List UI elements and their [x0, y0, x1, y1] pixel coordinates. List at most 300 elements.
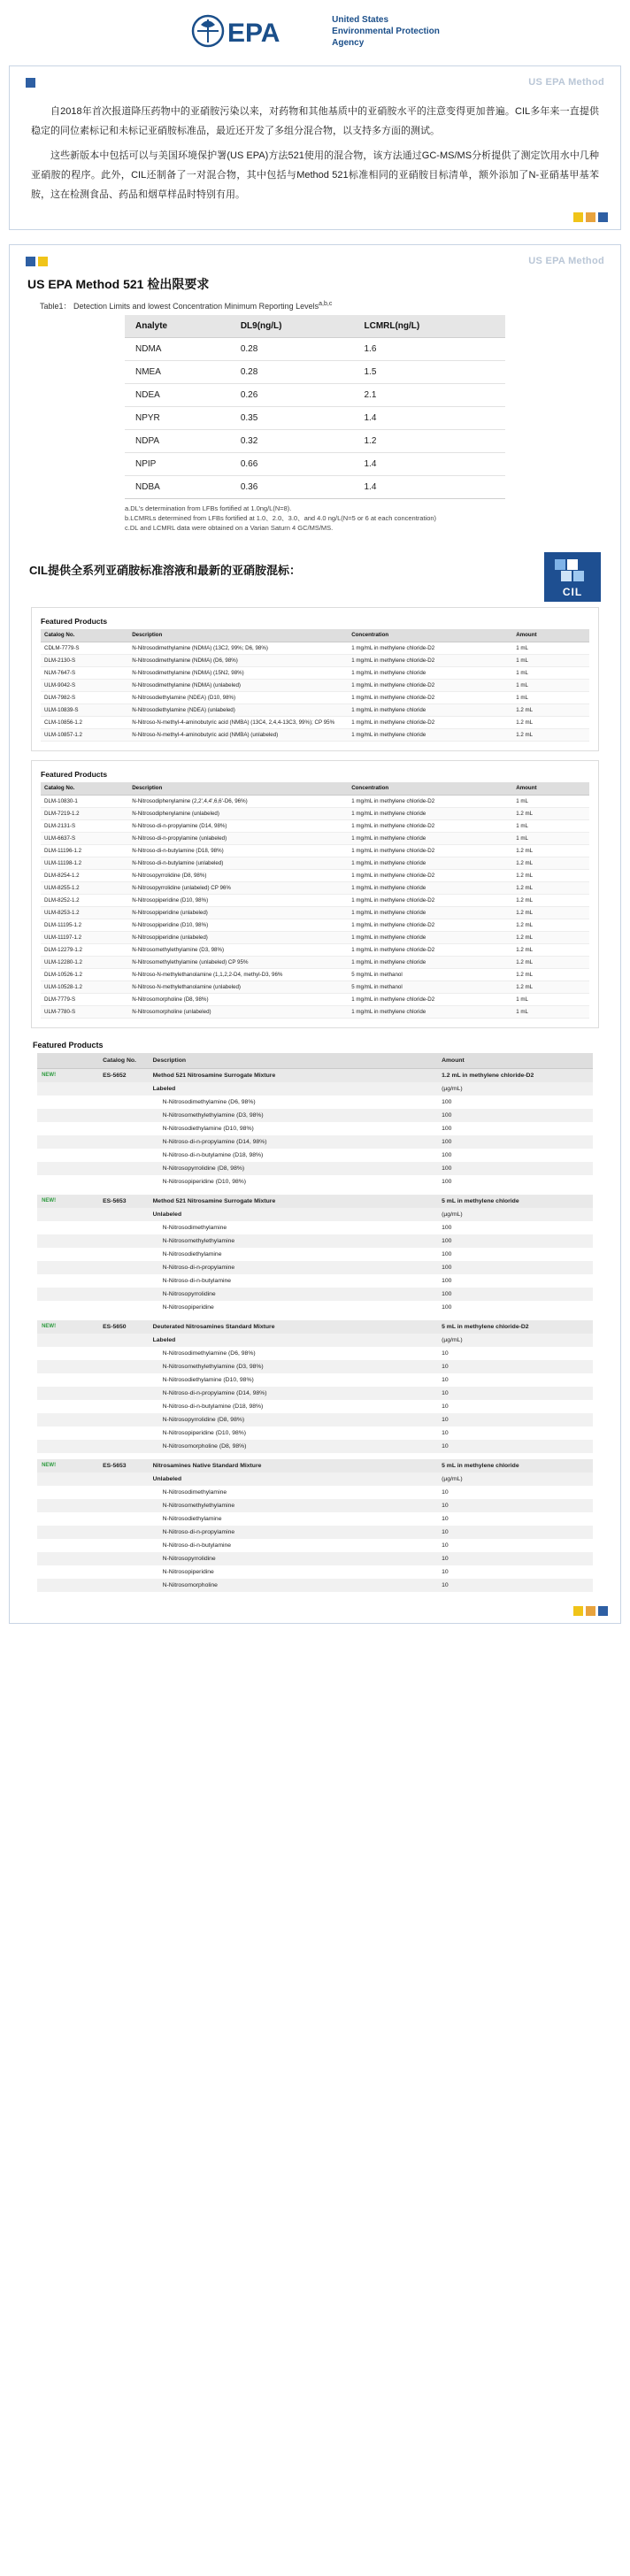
spacer [98, 1109, 149, 1122]
cell-concentration: 10 [442, 1542, 449, 1549]
cell-compound: N-Nitrosodimethylamine [162, 1489, 227, 1496]
cell-description: N-Nitrosodimethylamine (NDMA) (13C2, 99%; D6, 98%) [128, 642, 348, 655]
spacer [37, 1274, 98, 1288]
square-blue-icon [598, 212, 608, 222]
table-row [37, 1109, 593, 1122]
cell-concentration: 100 [442, 1225, 452, 1231]
decor-squares-left [26, 257, 48, 266]
mixture-header-row [37, 1320, 593, 1334]
square-blue-icon [26, 78, 35, 88]
cell-concentration: 1 mg/mL in methylene chloride-D2 [348, 994, 512, 1006]
table-row [125, 430, 505, 453]
table-header-row [41, 782, 589, 796]
spacer [37, 1288, 98, 1301]
cell-catalog: ULM-7780-S [41, 1006, 128, 1019]
cell-concentration: 1 mg/mL in methylene chloride [348, 857, 512, 870]
cell-compound: N-Nitroso-di-n-butylamine [162, 1278, 232, 1284]
cell-concentration: 1 mg/mL in methylene chloride-D2 [348, 642, 512, 655]
cell-compound: N-Nitrosopyrrolidine (D8, 98%) [149, 1413, 437, 1426]
cell-amount: 1.2 mL [512, 808, 589, 820]
spacer-row [37, 1592, 593, 1598]
cell-concentration: 1 mg/mL in methylene chloride [348, 833, 512, 845]
new-badge: NEW! [37, 1459, 98, 1473]
cell-concentration: 10 [437, 1387, 593, 1400]
table-row [41, 857, 589, 870]
slide-brand-label: US EPA Method [528, 256, 604, 266]
cell-compound: N-Nitroso-di-n-propylamine [149, 1526, 437, 1539]
table-row [41, 907, 589, 919]
epa-agency-name [332, 14, 440, 49]
intro-paragraph-2: 这些新版本中包括可以与美国环境保护署(US EPA)方法521使用的混合物，该方法通过GC-MS/MS分析提供了测定饮用水中几种亚硝胺的程序。此外，CIL还制备了一对混合物，其中包括与Method 521标准相同的亚硝胺目标清单，额外添加了N-亚硝基甲基苯胺，这在检测食品、药品和烟草样品时特别有用。 [31, 150, 599, 200]
spacer [98, 1347, 149, 1360]
cell-compound: N-Nitroso-di-n-butylamine (D18, 98%) [162, 1152, 264, 1158]
spacer-row [37, 1314, 593, 1320]
cell-catalog: DLM-2130-S [41, 655, 128, 667]
cell-compound: N-Nitrosopiperidine [162, 1569, 214, 1575]
cell-compound: N-Nitroso-di-n-propylamine (D14, 98%) [149, 1387, 437, 1400]
mixture-header-row [37, 1195, 593, 1208]
spacer [37, 1373, 98, 1387]
cell-amount: 1.2 mL [512, 895, 589, 907]
spacer [98, 1149, 149, 1162]
cell-compound: N-Nitrosomethylethylamine [149, 1234, 437, 1248]
cell-catalog: DLM-2131-S [41, 820, 128, 833]
table-row [125, 384, 505, 407]
cell-description: N-Nitrosomethylethylamine (unlabeled) CP 95% [128, 957, 348, 969]
cell-amount: 1.2 mL [512, 907, 589, 919]
spacer [98, 1552, 149, 1565]
cell-amount: 1.2 mL [512, 729, 589, 742]
table-row [41, 692, 589, 704]
spacer [37, 1539, 98, 1552]
cell-description: N-Nitrosodiphenylamine (unlabeled) [128, 808, 348, 820]
cell-description: N-Nitrosodiphenylamine (2,2',4,4',6,6'-D6, 96%) [128, 796, 348, 808]
table-row [37, 1221, 593, 1234]
group-label: Unlabeled [149, 1208, 437, 1221]
epa-header [0, 0, 630, 58]
cell-catalog: DLM-11195-1.2 [41, 919, 128, 932]
cell-compound: N-Nitrosopiperidine [162, 1304, 214, 1311]
cell-amount: 5 mL in methylene chloride [437, 1459, 593, 1473]
cil-logo [544, 552, 601, 602]
featured-products-block-2 [31, 760, 599, 1028]
spacer [37, 1413, 98, 1426]
cell-catalog: DLM-12279-1.2 [41, 944, 128, 957]
cell-compound: N-Nitrosodiethylamine (D10, 98%) [162, 1377, 254, 1383]
col-description: Description [149, 1053, 437, 1069]
cell-description: N-Nitrosopiperidine (D10, 98%) [128, 895, 348, 907]
cell-dl: 0.28 [230, 361, 354, 384]
cell-amount: 1 mL [512, 642, 589, 655]
cell-concentration: 1 mg/mL in methylene chloride [348, 1006, 512, 1019]
spacer [37, 1082, 98, 1096]
footnote-a: a.DL's determination from LFBs fortified at 1.0ng/L(N=8). [125, 504, 292, 512]
spacer [98, 1440, 149, 1453]
spacer [98, 1288, 149, 1301]
spacer [37, 1565, 98, 1579]
spacer [98, 1261, 149, 1274]
cell-catalog: ULM-11198-1.2 [41, 857, 128, 870]
table-row [37, 1096, 593, 1109]
table-row [37, 1360, 593, 1373]
cell-compound: N-Nitroso-di-n-butylamine [162, 1542, 232, 1549]
table-row [41, 981, 589, 994]
table-row [125, 338, 505, 361]
table-row [37, 1274, 593, 1288]
cell-catalog: ULM-10839-S [41, 704, 128, 717]
spacer [37, 1360, 98, 1373]
group-label: Labeled [149, 1334, 437, 1347]
cell-description: N-Nitrosopiperidine (D10, 98%) [128, 919, 348, 932]
spacer [37, 1526, 98, 1539]
cell-concentration: 10 [442, 1516, 449, 1522]
cell-concentration: 100 [437, 1109, 593, 1122]
decor-squares-footer [573, 1606, 608, 1616]
intro-slide [9, 65, 621, 230]
cell-amount: 1.2 mL [512, 981, 589, 994]
table-row [41, 994, 589, 1006]
spacer [98, 1096, 149, 1109]
spacer [98, 1360, 149, 1373]
slide-brand-label: US EPA Method [528, 77, 604, 88]
spacer [37, 1234, 98, 1248]
cell-concentration: 1 mg/mL in methylene chloride-D2 [348, 919, 512, 932]
cell-amount: 1.2 mL [512, 870, 589, 882]
cell-concentration: 100 [437, 1288, 593, 1301]
cell-concentration: 10 [437, 1360, 593, 1373]
featured-title-2: Featured Products [41, 770, 108, 779]
cell-concentration: 1 mg/mL in methylene chloride [348, 808, 512, 820]
cell-lcmrl: 1.6 [353, 338, 505, 361]
spacer-row [37, 1453, 593, 1459]
spacer [37, 1301, 98, 1314]
cell-catalog: ULM-8255-1.2 [41, 882, 128, 895]
table-row [41, 729, 589, 742]
cil-heading-row [29, 552, 601, 602]
cell-concentration: 1 mg/mL in methylene chloride-D2 [348, 895, 512, 907]
table-row [41, 919, 589, 932]
cell-description: N-Nitrosodimethylamine (NDMA) (unlabeled) [128, 680, 348, 692]
cell-mixture-name: Method 521 Nitrosamine Surrogate Mixture [149, 1069, 437, 1083]
table-row [41, 895, 589, 907]
spacer [37, 1175, 98, 1188]
cell-description: N-Nitroso-di-n-propylamine (D14, 98%) [128, 820, 348, 833]
cell-compound: N-Nitroso-di-n-propylamine (D14, 98%) [149, 1135, 437, 1149]
cell-compound: N-Nitrosodimethylamine (D6, 98%) [162, 1350, 256, 1357]
cell-concentration: 1 mg/mL in methylene chloride [348, 667, 512, 680]
cell-compound: N-Nitrosopyrrolidine [149, 1288, 437, 1301]
cell-concentration: 10 [437, 1499, 593, 1512]
agency-line-2: Environmental Protection [332, 26, 440, 36]
cell-description: N-Nitroso-N-methyl-4-aminobutyric acid (NMBA) (unlabeled) [128, 729, 348, 742]
cell-catalog: DLM-7219-1.2 [41, 808, 128, 820]
cell-concentration: 100 [442, 1179, 452, 1185]
col-description: Description [128, 782, 348, 796]
table-header-row [41, 629, 589, 642]
cell-concentration: 10 [442, 1569, 449, 1575]
mixture-group-row [37, 1208, 593, 1221]
table-caption [40, 300, 604, 311]
table-row [41, 833, 589, 845]
spacer [37, 1314, 593, 1320]
cell-concentration: 100 [437, 1234, 593, 1248]
cell-amount: 1 mL [512, 820, 589, 833]
group-unit: (µg/mL) [437, 1082, 593, 1096]
cell-compound: N-Nitrosodimethylamine [162, 1225, 227, 1231]
table-row [41, 882, 589, 895]
cell-concentration: 1 mg/mL in methylene chloride [348, 932, 512, 944]
col-analyte: Analyte [125, 315, 230, 338]
table-row [37, 1400, 593, 1413]
spacer [98, 1526, 149, 1539]
cell-compound: N-Nitrosomorpholine [149, 1579, 437, 1592]
spacer [37, 1096, 98, 1109]
featured-mixtures-table [37, 1053, 593, 1598]
decor-squares-left [26, 78, 35, 88]
mixture-group-row [37, 1473, 593, 1486]
spacer [37, 1453, 593, 1459]
cell-dl: 0.32 [230, 430, 354, 453]
table-row [41, 680, 589, 692]
spacer [37, 1109, 98, 1122]
cell-description: N-Nitrosomorpholine (D8, 98%) [128, 994, 348, 1006]
col-catalog: Catalog No. [41, 629, 128, 642]
spacer [98, 1373, 149, 1387]
spacer [37, 1440, 98, 1453]
cil-heading: CIL提供全系列亚硝胺标准溶液和最新的亚硝胺混标： [29, 564, 301, 577]
cell-concentration: 100 [442, 1304, 452, 1311]
cell-catalog: CLM-10856-1.2 [41, 717, 128, 729]
spacer [37, 1579, 98, 1592]
spacer [37, 1261, 98, 1274]
cell-description: N-Nitrosodiethylamine (NDEA) (D10, 98%) [128, 692, 348, 704]
table-row [125, 361, 505, 384]
cell-amount: 1 mL [512, 833, 589, 845]
cell-analyte: NMEA [125, 361, 230, 384]
table-row [37, 1440, 593, 1453]
square-blue-icon [26, 257, 35, 266]
table-row [37, 1539, 593, 1552]
spacer [98, 1565, 149, 1579]
col-new [37, 1053, 98, 1069]
table-row [41, 957, 589, 969]
cell-catalog: DLM-7779-S [41, 994, 128, 1006]
group-unit: (µg/mL) [437, 1208, 593, 1221]
footnote-c: c.DL and LCMRL data were obtained on a Varian Saturn 4 GC/MS/MS. [125, 524, 334, 532]
featured-table-1 [41, 629, 589, 742]
cell-catalog: ES-5653 [98, 1195, 149, 1208]
intro-paragraph-1: 自2018年首次报道降压药物中的亚硝胺污染以来，对药物和其他基质中的亚硝胺水平的注意变得更加普遍。CIL多年来一直提供稳定的同位素标记和未标记亚硝胺标准品，最近还开发了多组分混合物，以支持多方面的测试。 [31, 106, 599, 136]
cell-amount: 1 mL [512, 692, 589, 704]
mixture-group-row [37, 1334, 593, 1347]
spacer [98, 1162, 149, 1175]
col-catalog: Catalog No. [98, 1053, 149, 1069]
spacer [37, 1473, 98, 1486]
table-row [41, 796, 589, 808]
cell-amount: 5 mL in methylene chloride [437, 1195, 593, 1208]
square-orange-icon [586, 1606, 595, 1616]
spacer [98, 1082, 149, 1096]
square-yellow-icon [38, 257, 48, 266]
spacer [98, 1512, 149, 1526]
col-concentration: Concentration [348, 629, 512, 642]
cell-concentration: 5 mg/mL in methanol [348, 969, 512, 981]
table-row [37, 1565, 593, 1579]
cell-concentration: 1 mg/mL in methylene chloride [348, 882, 512, 895]
cell-concentration: 1 mg/mL in methylene chloride-D2 [348, 820, 512, 833]
table-caption-footnote-marks: a,b,c [319, 301, 333, 307]
cell-lcmrl: 1.4 [353, 407, 505, 430]
cell-compound: N-Nitrosodiethylamine [162, 1516, 222, 1522]
cell-concentration: 1 mg/mL in methylene chloride-D2 [348, 717, 512, 729]
page-title: US EPA Method 521 检出限要求 [27, 277, 210, 291]
new-badge: NEW! [37, 1320, 98, 1334]
cell-amount: 1 mL [512, 994, 589, 1006]
cell-concentration: 10 [437, 1413, 593, 1426]
table-row [37, 1135, 593, 1149]
cell-compound: N-Nitrosopiperidine (D10, 98%) [162, 1430, 247, 1436]
spacer [98, 1175, 149, 1188]
cell-catalog: DLM-7982-S [41, 692, 128, 704]
table-row [41, 667, 589, 680]
spacer [37, 1248, 98, 1261]
cell-compound: N-Nitrosomorpholine (D8, 98%) [149, 1440, 437, 1453]
featured-title-3: Featured Products [33, 1041, 104, 1050]
spacer [37, 1135, 98, 1149]
cell-concentration: 1 mg/mL in methylene chloride-D2 [348, 796, 512, 808]
cell-mixture-name: Deuterated Nitrosamines Standard Mixture [149, 1320, 437, 1334]
table-row [37, 1175, 593, 1188]
spacer [98, 1499, 149, 1512]
cell-concentration: 10 [442, 1430, 449, 1436]
cell-concentration: 1 mg/mL in methylene chloride-D2 [348, 944, 512, 957]
col-catalog: Catalog No. [41, 782, 128, 796]
table-row [37, 1426, 593, 1440]
cell-analyte: NPIP [125, 453, 230, 476]
cell-dl: 0.36 [230, 476, 354, 499]
spacer [98, 1413, 149, 1426]
col-dl: DL9(ng/L) [230, 315, 354, 338]
cell-catalog: ES-5650 [98, 1320, 149, 1334]
cell-amount: 1.2 mL [512, 932, 589, 944]
cell-catalog: CDLM-7779-S [41, 642, 128, 655]
mixture-group-row [37, 1082, 593, 1096]
cell-amount: 1.2 mL [512, 717, 589, 729]
cell-compound: N-Nitrosodiethylamine (D10, 98%) [162, 1126, 254, 1132]
col-amount: Amount [512, 629, 589, 642]
cell-analyte: NDBA [125, 476, 230, 499]
cell-amount: 1 mL [512, 680, 589, 692]
table-row [125, 453, 505, 476]
spacer [37, 1512, 98, 1526]
cell-lcmrl: 2.1 [353, 384, 505, 407]
spacer [98, 1248, 149, 1261]
cell-catalog: ULM-10857-1.2 [41, 729, 128, 742]
cell-compound: N-Nitrosomethylethylamine [149, 1499, 437, 1512]
group-label: Unlabeled [149, 1473, 437, 1486]
table-row [37, 1512, 593, 1526]
cell-description: N-Nitrosopyrrolidine (D8, 98%) [128, 870, 348, 882]
table-row [41, 1006, 589, 1019]
cell-amount: 1.2 mL [512, 882, 589, 895]
featured-title-1: Featured Products [41, 617, 108, 626]
cell-description: N-Nitroso-N-methyl-4-aminobutyric acid (NMBA) (13C4, 2,4,4-13C3, 99%); CP 95% [128, 717, 348, 729]
col-amount: Amount [437, 1053, 593, 1069]
cell-amount: 1 mL [512, 655, 589, 667]
cell-description: N-Nitrosopiperidine (unlabeled) [128, 932, 348, 944]
svg-text:EPA: EPA [227, 19, 280, 48]
table-header-row [125, 315, 505, 338]
cell-catalog: ULM-11197-1.2 [41, 932, 128, 944]
cell-concentration: 10 [442, 1377, 449, 1383]
cell-concentration: 1 mg/mL in methylene chloride [348, 907, 512, 919]
cell-concentration: 1 mg/mL in methylene chloride [348, 729, 512, 742]
epa-seal-icon [190, 12, 323, 50]
cell-amount: 1.2 mL [512, 944, 589, 957]
method-slide [9, 244, 621, 1624]
cell-concentration: 10 [442, 1489, 449, 1496]
cell-compound: N-Nitroso-di-n-butylamine (D18, 98%) [162, 1403, 264, 1410]
cell-compound: N-Nitrosodimethylamine (D6, 98%) [162, 1099, 256, 1105]
cell-amount: 1.2 mL [512, 919, 589, 932]
cell-amount: 1.2 mL in methylene chloride-D2 [437, 1069, 593, 1083]
cell-concentration: 100 [437, 1162, 593, 1175]
agency-line-3: Agency [332, 37, 365, 48]
spacer [98, 1539, 149, 1552]
slide-topbar [26, 75, 604, 93]
spacer [98, 1486, 149, 1499]
table-row [37, 1373, 593, 1387]
cell-amount: 1.2 mL [512, 969, 589, 981]
table-header-row [37, 1053, 593, 1069]
cell-description: N-Nitroso-di-n-butylamine (unlabeled) [128, 857, 348, 870]
cell-concentration: 100 [437, 1135, 593, 1149]
cil-logo-text: CIL [562, 586, 583, 598]
cell-compound: N-Nitrosodiethylamine [162, 1251, 222, 1257]
detection-limits-table [125, 315, 505, 499]
cell-compound: N-Nitrosomethylethylamine (D3, 98%) [149, 1109, 437, 1122]
cell-mixture-name: Method 521 Nitrosamine Surrogate Mixture [149, 1195, 437, 1208]
table-row [37, 1301, 593, 1314]
square-orange-icon [586, 212, 595, 222]
cell-catalog: ES-5652 [98, 1069, 149, 1083]
table-row [37, 1387, 593, 1400]
cell-catalog: ULM-10528-1.2 [41, 981, 128, 994]
spacer [98, 1221, 149, 1234]
cell-concentration: 10 [442, 1350, 449, 1357]
cell-concentration: 1 mg/mL in methylene chloride-D2 [348, 845, 512, 857]
cell-concentration: 10 [437, 1552, 593, 1565]
group-unit: (µg/mL) [437, 1473, 593, 1486]
cell-lcmrl: 1.5 [353, 361, 505, 384]
table-row [41, 845, 589, 857]
table-row [41, 717, 589, 729]
square-blue-icon [598, 1606, 608, 1616]
table-row [37, 1122, 593, 1135]
spacer [37, 1221, 98, 1234]
cell-amount: 1 mL [512, 1006, 589, 1019]
spacer [98, 1274, 149, 1288]
table-row [41, 820, 589, 833]
cell-compound: N-Nitrosomethylethylamine (D3, 98%) [149, 1360, 437, 1373]
table-row [37, 1149, 593, 1162]
group-unit: (µg/mL) [437, 1334, 593, 1347]
cell-description: N-Nitrosodimethylamine (NDMA) (15N2, 98%) [128, 667, 348, 680]
cell-description: N-Nitroso-N-methylethanolamine (unlabeled) [128, 981, 348, 994]
cell-description: N-Nitrosopyrrolidine (unlabeled) CP 96% [128, 882, 348, 895]
cell-concentration: 10 [437, 1526, 593, 1539]
cell-concentration: 1 mg/mL in methylene chloride-D2 [348, 680, 512, 692]
